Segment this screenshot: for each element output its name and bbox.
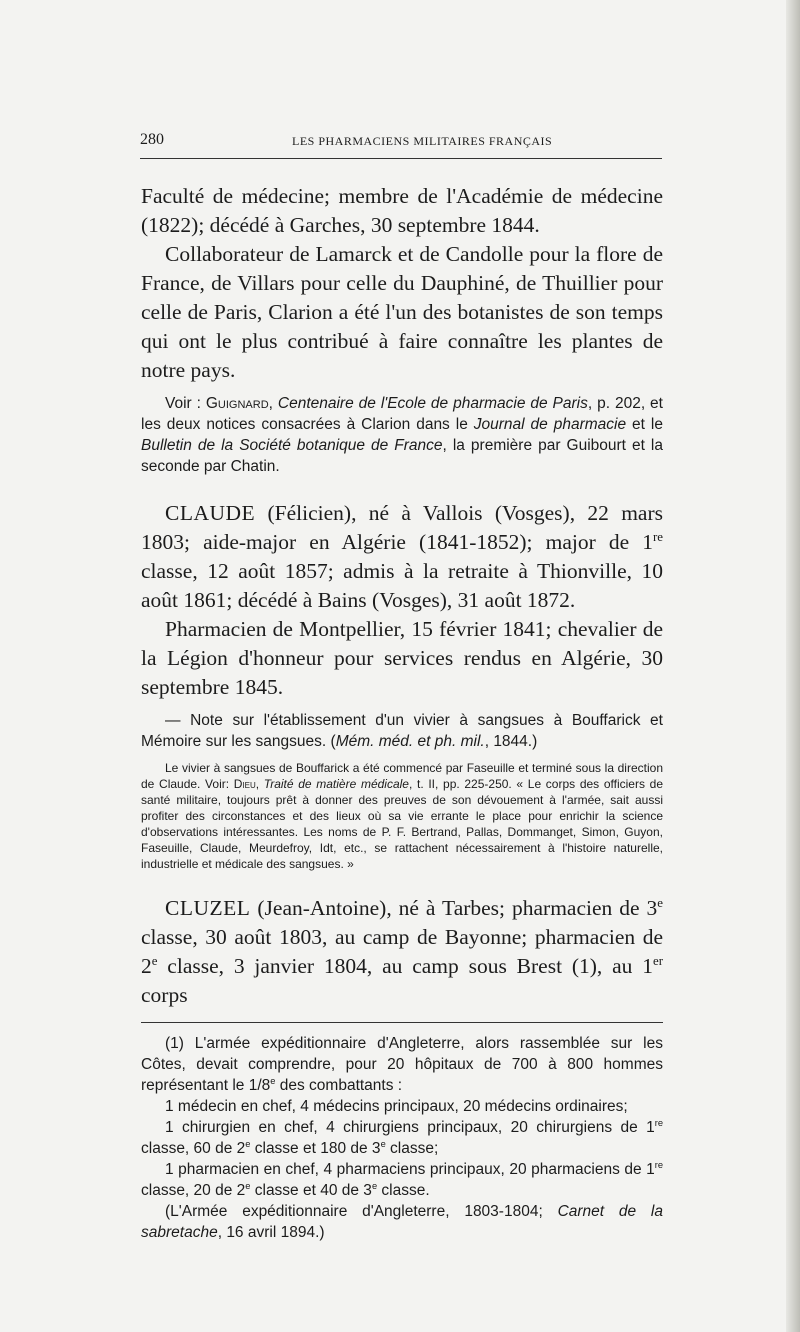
page-edge-shadow <box>786 0 800 1332</box>
fn-p1: (1) L'armée expéditionnaire d'Angleterre, alors rassemblée sur les Côtes, devait comprendre, pour 20 hôpitaux de 700 à 800 hommes représentant le 1/8 <box>141 1035 663 1094</box>
ref-and: et le <box>626 416 663 433</box>
footnotes <box>141 1033 663 1243</box>
running-head: LES PHARMACIENS MILITAIRES FRANÇAIS <box>292 134 553 148</box>
superscript: e <box>270 1075 276 1086</box>
superscript: e <box>657 895 663 910</box>
superscript: re <box>652 529 663 544</box>
entry-claude-rest: classe, 12 août 1857; admis à la retraite à Thionville, 10 août 1861; décédé à Bains (Vosges), 31 août 1872. <box>141 559 663 612</box>
ref-end: , la première par Guibourt et la seconde par Chatin. <box>141 437 663 475</box>
reference-paragraph <box>141 393 663 477</box>
ref-mid: , p. 202, et les deux notices consacrées à Clarion dans le <box>141 395 663 433</box>
ref-author: Guignard <box>205 395 269 412</box>
footnote-source <box>141 1201 663 1243</box>
page-body <box>141 182 663 1243</box>
note-ref: Mém. méd. et ph. mil. <box>335 733 485 750</box>
entry-name-claude: CLAUDE <box>165 501 256 525</box>
entry-claude <box>141 499 663 615</box>
footnote-line-medecins: 1 médecin en chef, 4 médecins principaux, 20 médecins ordinaires; <box>165 1098 628 1115</box>
superscript: e <box>151 953 158 968</box>
entry-name-cluzel: CLUZEL <box>165 896 251 920</box>
superscript: re <box>654 1159 663 1170</box>
fn-l4d: classe. <box>377 1182 430 1199</box>
footnote-line-pharmaciens <box>141 1159 663 1201</box>
fn-l4c: classe et 40 de 3 <box>250 1182 372 1199</box>
page-number: 280 <box>140 131 164 148</box>
fn-l5-title: Carnet de la sabretache <box>141 1203 663 1241</box>
quote-a: Le vivier à sangsues de Bouffarick a été commencé par Faseuille et terminé sous la direction de Claude. Voir: <box>141 761 663 791</box>
footnote-rule <box>141 1022 663 1023</box>
superscript: re <box>654 1117 663 1128</box>
superscript: er <box>652 953 663 968</box>
fn-l4a: 1 pharmacien en chef, 4 pharmaciens principaux, 20 pharmaciens de 1 <box>165 1161 655 1178</box>
quote-b: , t. II, pp. 225-250. « Le corps des officiers de santé militaire, toujours prêt à donner des preuves de son dévouement à l'armée, sait aussi profiter des circonstances et des lieux où sa vie errante le place pour enrichir la science d'observations intéressantes. Les noms de P. F. Bertrand, Pallas, Dommanget, Simon, Guyon, Faseuille, Claude, Meurdefroy, Idt, etc., se rattachent nécessairement à l'histoire naturelle, industrielle et médicale des sangsues. » <box>141 777 663 871</box>
fn-l3b: classe, 60 de 2 <box>141 1140 246 1157</box>
claude-quote <box>141 760 663 872</box>
note-prefix: — Note sur l'établissement d'un vivier à sangsues à Bouffarick et Mémoire sur les sangsues. ( <box>141 712 663 750</box>
cluzel-d: corps <box>141 983 188 1007</box>
quote-title: Traité de matière médicale <box>263 777 409 791</box>
fn-l3d: classe; <box>385 1140 439 1157</box>
ref-title: Centenaire de l'Ecole de pharmacie de Paris <box>277 395 588 412</box>
ref-prefix: Voir : <box>165 395 206 412</box>
superscript: e <box>380 1138 386 1149</box>
fn-l5a: (L'Armée expéditionnaire d'Angleterre, 1803-1804; <box>165 1203 558 1220</box>
claude-publication-note <box>141 710 663 752</box>
ref-sep: , <box>268 395 278 412</box>
header-rule <box>140 158 662 159</box>
cluzel-b: classe, 30 août 1803, au camp de Bayonne; pharmacien de 2 <box>141 925 663 978</box>
superscript: e <box>245 1138 251 1149</box>
entry-claude-paragraph-2: Pharmacien de Montpellier, 15 février 1841; chevalier de la Légion d'honneur pour services rendus en Algérie, 30 septembre 1845. <box>141 617 663 699</box>
ref-journal: Journal de pharmacie <box>473 416 627 433</box>
superscript: e <box>245 1180 251 1191</box>
fn-l3c: classe et 180 de 3 <box>250 1140 381 1157</box>
fn-l3a: 1 chirurgien en chef, 4 chirurgiens principaux, 20 chirurgiens de 1 <box>165 1119 655 1136</box>
page-header <box>140 131 660 153</box>
entry-cluzel <box>141 894 663 1010</box>
footnote-line-chirurgiens <box>141 1117 663 1159</box>
cluzel-a: (Jean-Antoine), né à Tarbes; pharmacien de 3 <box>250 896 658 920</box>
fn-l4b: classe, 20 de 2 <box>141 1182 246 1199</box>
fn-l5b: , 16 avril 1894.) <box>217 1224 325 1241</box>
cluzel-c: classe, 3 janvier 1804, au camp sous Brest (1), au 1 <box>157 954 653 978</box>
entry-continuation-paragraph: Collaborateur de Lamarck et de Candolle pour la flore de France, de Villars pour celle du Dauphiné, de Thuillier pour celle de Paris, Clarion a été l'un des botanistes de son temps qui ont le plus contribué à faire connaître les plantes de notre pays. <box>141 242 663 382</box>
quote-author: Dieu <box>233 777 256 791</box>
entry-claude-intro: (Félicien), né à Vallois (Vosges), 22 mars 1803; aide-major en Algérie (1841-1852); major de 1 <box>141 501 663 554</box>
superscript: e <box>371 1180 378 1191</box>
note-end: , 1844.) <box>484 733 538 750</box>
fn-p1-end: des combattants : <box>275 1077 403 1094</box>
footnote-1 <box>141 1033 663 1096</box>
quote-sep: , <box>255 777 264 791</box>
entry-continuation-text: Faculté de médecine; membre de l'Académie de médecine (1822); décédé à Garches, 30 septembre 1844. <box>141 184 663 237</box>
ref-bulletin: Bulletin de la Société botanique de France <box>141 437 443 454</box>
